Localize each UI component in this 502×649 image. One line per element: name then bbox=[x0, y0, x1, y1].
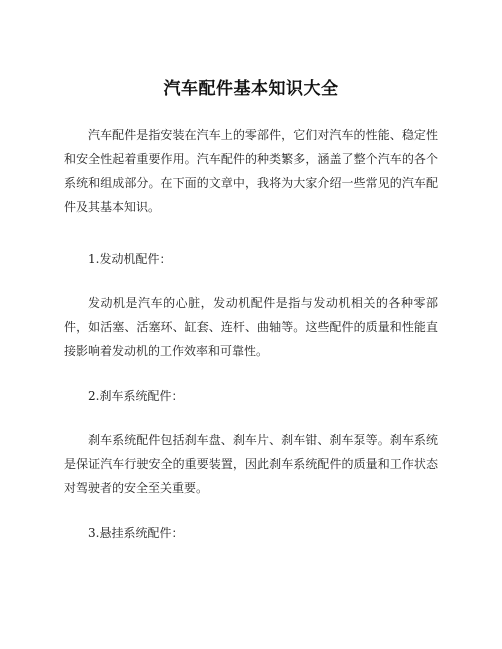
section-body-engine-parts: 发动机是汽车的心脏，发动机配件是指与发动机相关的各种零部件，如活塞、活塞环、缸套、连杆、曲轴等。这些配件的质量和性能直接影响着发动机的工作效率和可靠性。 bbox=[64, 296, 438, 358]
section-body-brake-system-parts: 刹车系统配件包括刹车盘、刹车片、刹车钳、刹车泵等。刹车系统是保证汽车行驶安全的重要装置，因此刹车系统配件的质量和工作状态对驾驶者的安全至关重要。 bbox=[64, 433, 438, 495]
intro-paragraph: 汽车配件是指安装在汽车上的零部件，它们对汽车的性能、稳定性和安全性起着重要作用。汽车配件的种类繁多，涵盖了整个汽车的各个系统和组成部分。在下面的文章中，我将为大家介绍一些常见的汽车配件及其基本知识。 bbox=[64, 128, 438, 214]
section-heading-suspension-parts: 3.悬挂系统配件： bbox=[88, 526, 184, 540]
document-title: 汽车配件基本知识大全 bbox=[163, 79, 339, 99]
section-heading-engine-parts: 1.发动机配件： bbox=[88, 252, 172, 266]
section-heading-brake-system-parts: 2.刹车系统配件： bbox=[88, 389, 184, 403]
